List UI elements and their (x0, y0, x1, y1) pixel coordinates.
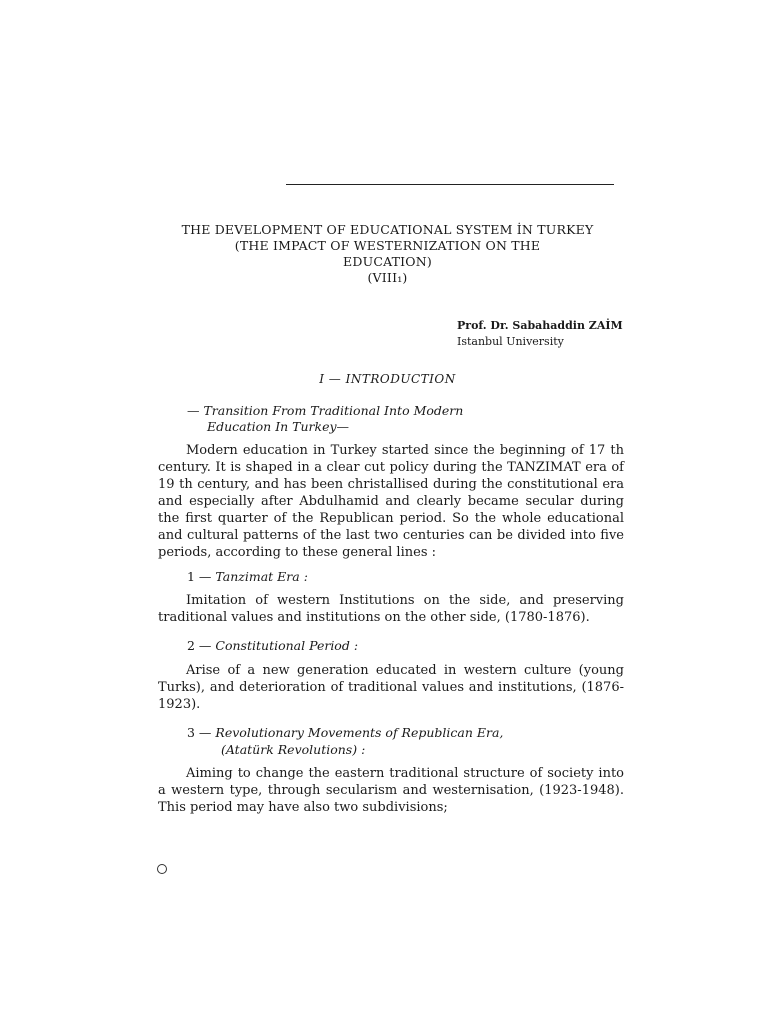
period-1-heading (187, 568, 607, 585)
period-3-heading (187, 724, 607, 758)
period-2-number: 2 — (187, 638, 212, 653)
period-2-heading (187, 637, 607, 654)
section-heading: I — INTRODUCTION (319, 372, 456, 386)
circle-mark-icon (157, 864, 167, 874)
period-2-title: Constitutional Period : (215, 638, 359, 653)
period-3-title: Revolutionary Movements of Republican Era, (215, 725, 504, 740)
author-block (457, 318, 657, 350)
author-affiliation: Istanbul University (457, 335, 564, 348)
period-3-title-line-2: (Atatürk Revolutions) : (221, 742, 366, 757)
period-3-text: Aiming to change the eastern traditional structure of society into a western type, through secularism and westernisation, (1923-1948). This period may have also two subdivisions; (158, 766, 624, 815)
title-line-3: EDUCATION) (343, 254, 432, 269)
paper-title (160, 222, 615, 286)
period-3-number: 3 — (187, 725, 212, 740)
period-1-title: Tanzimat Era : (215, 569, 308, 584)
title-line-2: (THE IMPACT OF WESTERNIZATION ON THE (234, 238, 541, 253)
section-subheading (187, 403, 607, 435)
period-2-text: Arise of a new generation educated in western culture (young Turks), and deterioration of traditional values and institutions, (1876-1923). (158, 663, 624, 712)
subheading-line-1: — Transition From Traditional Into Modern (187, 403, 464, 418)
title-line-4: (VIII₁) (367, 270, 408, 285)
period-1-text: Imitation of western Institutions on the side, and preserving traditional values and institutions on the other side, (1780-1876). (158, 593, 624, 625)
intro-paragraph: Modern education in Turkey started since the beginning of 17 th century. It is shaped in a clear cut policy during the TANZIMAT era of 19 th century, and has been christallised during the constitutional era and especially after Abdulhamid and clearly became secular during the first quarter of the Republican period. So the whole educational and cultural patterns of the last two centuries can be divided into five periods, according to these general lines : (158, 443, 624, 560)
subheading-line-2: Education In Turkey— (207, 419, 350, 434)
author-name: Prof. Dr. Sabahaddin ZAİM (457, 319, 623, 332)
title-line-1: THE DEVELOPMENT OF EDUCATIONAL SYSTEM İN TURKEY (181, 222, 594, 237)
period-1-number: 1 — (187, 569, 212, 584)
top-rule (286, 184, 614, 185)
